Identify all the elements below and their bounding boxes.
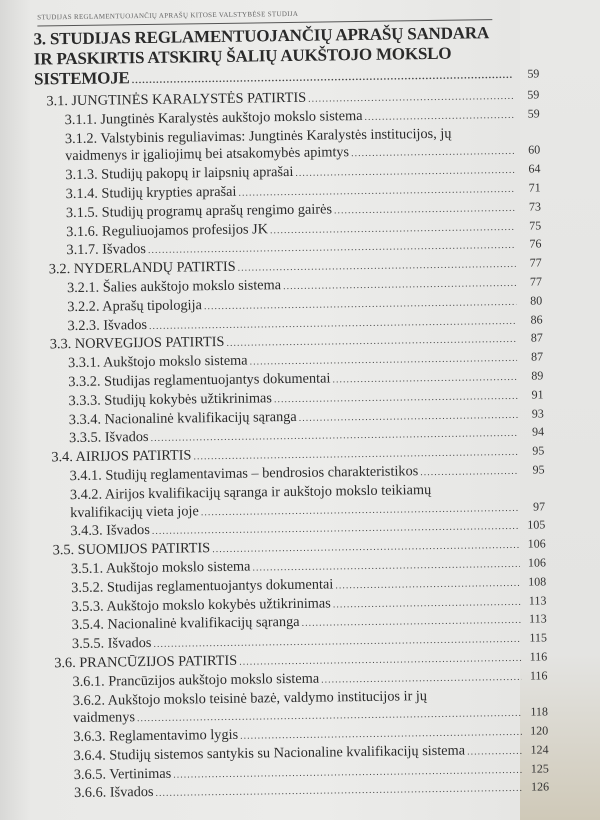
page-number: 94 <box>520 424 544 442</box>
page-number: 59 <box>515 63 539 83</box>
page-number: 87 <box>519 349 543 367</box>
page-number: 115 <box>523 630 547 648</box>
toc-entry-label: 3.6.1. Prancūzijos aukštojo mokslo sistema <box>72 670 319 691</box>
leader-dots <box>453 136 513 137</box>
toc-entry-label: 3.1.1. Jungtinės Karalystės aukštojo mokslo sistema <box>65 108 363 130</box>
toc-entry-label: 3.2.2. Aprašų tipologija <box>67 297 202 317</box>
toc-entry-label: 3.6.3. Reglamentavimo lygis <box>73 727 238 747</box>
running-header: STUDIJAS REGLAMENTUOJANČIŲ APRAŠŲ KITOSE VALSTYBĖSE STUDIJA <box>37 10 298 23</box>
toc-entry-label: 3.3.2. Studijas reglamentuojantys dokumentai <box>68 370 330 391</box>
leader-dots <box>299 406 518 427</box>
toc-entry-label: 3.3.4. Nacionalinė kvalifikacijų sąranga <box>69 408 297 429</box>
toc-entry-label: 3.4.1. Studijų reglamentavimas – bendrosios charakteristikos <box>70 463 419 486</box>
toc-entry-label: 3.1.7. Išvados <box>66 241 146 260</box>
toc-entry-label: vaidmenys ir įgaliojimų bei atsakomybės apimtys <box>65 145 349 167</box>
leader-dots <box>351 143 514 163</box>
page-number: 71 <box>517 179 541 197</box>
toc-entry-label: 3.5.3. Aukštojo mokslo kokybės užtikrinimas <box>71 595 331 616</box>
leader-dots <box>249 350 517 372</box>
page-number: 73 <box>517 198 541 216</box>
leader-dots <box>332 369 517 389</box>
leader-dots <box>283 275 516 296</box>
page-number: 106 <box>522 554 546 572</box>
toc-entry-label: 3.5.4. Nacionalinė kvalifikacijų sąranga <box>72 614 300 635</box>
chapter-title-line: 3. STUDIJAS REGLAMENTUOJANČIŲ APRAŠŲ SANDARA <box>33 22 538 49</box>
page-number: 80 <box>518 292 542 310</box>
leader-dots <box>429 698 522 699</box>
toc-entry-label: 3.2.1. Šalies aukštojo mokslo sistema <box>67 277 281 298</box>
page-number: 124 <box>524 741 548 759</box>
leader-dots <box>270 218 515 239</box>
page-number: 77 <box>518 273 542 291</box>
page-body <box>33 22 549 804</box>
page-number: 120 <box>524 723 548 741</box>
page-number: 93 <box>520 405 544 423</box>
chapter-title-line: IR PASKIRTIS ATSKIRŲ ŠALIŲ AUKŠTOJO MOKSLO <box>34 42 539 69</box>
leader-dots <box>252 556 520 578</box>
toc-entry-label: 3.6. PRANCŪZIJOS PATIRTIS <box>54 653 237 673</box>
leader-dots <box>308 88 514 109</box>
toc-entry-label: 3.1. JUNGTINĖS KARALYSTĖS PATIRTIS <box>46 90 306 111</box>
toc-entry-label: 3.1.5. Studijų programų aprašų rengimo gairės <box>66 201 332 223</box>
toc-entry-label: 3.4.2. Airijos kvalifikacijų sąranga ir aukštojo mokslo teikiamų <box>70 482 432 505</box>
page-number: 89 <box>519 367 543 385</box>
toc-entry-label: kvalifikacijų vieta joje <box>70 503 199 523</box>
toc-entry-label: 3.1.6. Reguliuojamos profesijos JK <box>66 221 268 242</box>
page-number: 116 <box>523 648 547 666</box>
page-number: 75 <box>517 217 541 235</box>
leader-dots <box>334 200 515 220</box>
toc-entry-label: 3.2.3. Išvados <box>67 317 147 336</box>
leader-dots <box>420 463 519 482</box>
page-number: 77 <box>518 255 542 273</box>
page-number: 86 <box>518 311 542 329</box>
page-number: 76 <box>517 236 541 254</box>
toc-entry-label: 3.5.5. Išvados <box>72 635 152 654</box>
toc-entry-label: 3.6.5. Vertinimas <box>74 765 172 784</box>
page-number: 64 <box>516 161 540 179</box>
page-number: 116 <box>523 667 547 685</box>
toc-entry-label: 3.2. NYDERLANDŲ PATIRTIS <box>49 259 236 279</box>
page-number: 106 <box>522 536 546 554</box>
toc-entry-label: 3.6.4. Studijų sistemos santykis su Nacionaline kvalifikacijų sistema <box>73 742 465 765</box>
page-number: 126 <box>525 779 549 797</box>
toc-entry-label: 3.1.3. Studijų pakopų ir laipsnių aprašai <box>65 164 293 185</box>
page-number: 59 <box>515 86 539 104</box>
page-number: 125 <box>525 760 549 778</box>
toc-entry-label: 3.6.2. Aukštojo mokslo teisinė bazė, valdymo institucijos ir jų <box>73 688 427 711</box>
leader-dots <box>433 493 519 494</box>
page-number: 118 <box>524 704 548 722</box>
toc-entry-label: 3.3. NORVEGIJOS PATIRTIS <box>50 334 225 354</box>
toc-entry-label: 3.3.5. Išvados <box>69 429 149 448</box>
leader-dots <box>467 743 523 762</box>
page-number: 113 <box>523 611 547 629</box>
toc-entry-label: 3.4. AIRIJOS PATIRTIS <box>51 448 191 468</box>
chapter-title-line: SISTEMOJE <box>34 68 130 89</box>
page-number: 108 <box>522 573 546 591</box>
toc-entry-label: 3.4.3. Išvados <box>70 522 150 541</box>
page-number: 105 <box>521 517 545 535</box>
leader-dots <box>364 107 513 127</box>
toc-entry-label: 3.1.2. Valstybinis reguliavimas: Jungtinės Karalystės institucijos, jų <box>65 125 452 148</box>
leader-dots <box>274 388 518 409</box>
chapter-title <box>33 22 539 92</box>
table-of-contents <box>34 86 549 804</box>
toc-entry-label: vaidmenys <box>73 709 135 728</box>
page-number: 59 <box>516 105 540 123</box>
leader-dots <box>301 612 520 633</box>
toc-entry-label: 3.3.3. Studijų kokybės užtikrinimas <box>68 390 272 411</box>
leader-dots <box>335 575 520 595</box>
page-number: 60 <box>516 142 540 160</box>
leader-dots <box>321 668 522 689</box>
page-number: 113 <box>522 592 546 610</box>
toc-entry-label: 3.6.6. Išvados <box>74 784 154 803</box>
page-number: 95 <box>520 443 544 461</box>
toc-entry-label: 3.5.2. Studijas reglamentuojantys dokumentai <box>71 576 333 597</box>
page-number: 97 <box>521 498 545 516</box>
toc-entry-label: 3.5.1. Aukštojo mokslo sistema <box>71 558 251 578</box>
leader-dots <box>333 593 521 613</box>
toc-entry-label: 3.5. SUOMIJOS PATIRTIS <box>53 540 211 560</box>
page-number: 87 <box>519 330 543 348</box>
toc-entry-label: 3.3.1. Aukštojo mokslo sistema <box>68 353 248 373</box>
leader-dots <box>295 162 514 183</box>
toc-entry-label: 3.1.4. Studijų krypties aprašai <box>66 184 237 204</box>
page-number: 95 <box>520 461 544 479</box>
page-number: 91 <box>519 386 543 404</box>
